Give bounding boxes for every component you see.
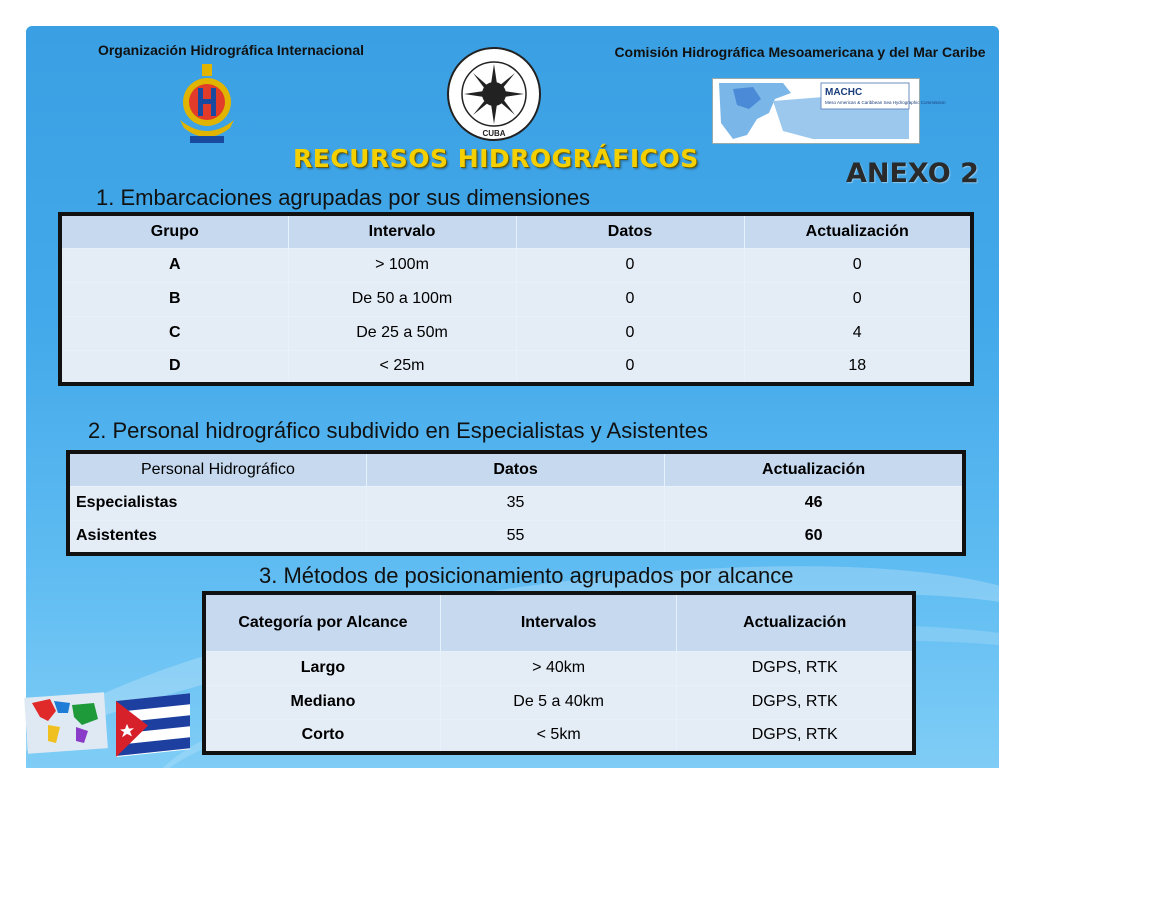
machc-map-image — [712, 78, 946, 144]
table-cell: DGPS, RTK — [677, 651, 914, 685]
table-cell: 18 — [744, 350, 972, 384]
flags-icon — [26, 691, 196, 771]
table-cell: Largo — [204, 651, 440, 685]
column-header: Personal Hidrográfico — [68, 452, 366, 486]
table-cell: < 5km — [440, 719, 676, 753]
table-cell: > 100m — [288, 248, 516, 282]
table-cell: > 40km — [440, 651, 676, 685]
table-cell: 0 — [744, 248, 972, 282]
vessels-table — [58, 212, 974, 386]
table-header-row — [68, 452, 964, 486]
column-header: Actualización — [744, 214, 972, 248]
table-cell: Asistentes — [68, 520, 366, 554]
section2-title: 2. Personal hidrográfico subdivido en Especialistas y Asistentes — [88, 418, 709, 443]
table-cell: 35 — [366, 486, 664, 520]
table-row — [204, 685, 914, 719]
iho-emblem-icon — [172, 62, 242, 148]
table-cell: Corto — [204, 719, 440, 753]
column-header: Actualización — [677, 593, 914, 651]
table-row — [68, 520, 964, 554]
org-left-name: Organización Hidrográfica Internacional — [97, 42, 365, 58]
personnel-table — [66, 450, 966, 556]
table-cell: 60 — [665, 520, 964, 554]
table-row — [60, 316, 972, 350]
positioning-table — [202, 591, 916, 755]
table-header-row — [60, 214, 972, 248]
table-header-row — [204, 593, 914, 651]
table-cell: Mediano — [204, 685, 440, 719]
table-cell: 0 — [516, 316, 744, 350]
column-header: Grupo — [60, 214, 288, 248]
table-cell: De 5 a 40km — [440, 685, 676, 719]
table-cell: D — [60, 350, 288, 384]
table-row — [204, 651, 914, 685]
column-header: Datos — [516, 214, 744, 248]
table-cell: B — [60, 282, 288, 316]
column-header: Categoría por Alcance — [204, 593, 440, 651]
table-cell: A — [60, 248, 288, 282]
table-row — [60, 350, 972, 384]
table-row — [60, 248, 972, 282]
table-cell: C — [60, 316, 288, 350]
table-cell: < 25m — [288, 350, 516, 384]
table-cell: Especialistas — [68, 486, 366, 520]
svg-text:CUBA: CUBA — [482, 129, 506, 138]
table-cell: De 50 a 100m — [288, 282, 516, 316]
svg-text:Meso American & Caribbean Sea: Meso American & Caribbean Sea Hydrographic Commission — [825, 100, 946, 105]
annex-label: ANEXO 2 — [846, 158, 979, 189]
table-row — [60, 282, 972, 316]
table-cell: 46 — [665, 486, 964, 520]
table-cell: 0 — [516, 350, 744, 384]
table-cell: 55 — [366, 520, 664, 554]
column-header: Intervalos — [440, 593, 676, 651]
section3-title: 3. Métodos de posicionamiento agrupados por alcance — [259, 563, 794, 588]
table-row — [68, 486, 964, 520]
svg-text:MACHC: MACHC — [825, 87, 863, 98]
column-header: Datos — [366, 452, 664, 486]
org-right-name: Comisión Hidrográfica Mesoamericana y del Mar Caribe — [614, 44, 986, 60]
slide — [26, 26, 999, 768]
table-row — [204, 719, 914, 753]
column-header: Intervalo — [288, 214, 516, 248]
table-cell: DGPS, RTK — [677, 719, 914, 753]
table-cell: 0 — [516, 282, 744, 316]
column-header: Actualización — [665, 452, 964, 486]
table-cell: De 25 a 50m — [288, 316, 516, 350]
section1-title: 1. Embarcaciones agrupadas por sus dimensiones — [96, 185, 591, 210]
table-cell: 0 — [516, 248, 744, 282]
table-cell: 0 — [744, 282, 972, 316]
table-cell: 4 — [744, 316, 972, 350]
table-cell: DGPS, RTK — [677, 685, 914, 719]
page-title: RECURSOS HIDROGRÁFICOS — [293, 144, 699, 173]
cuba-seal-icon — [444, 44, 544, 144]
